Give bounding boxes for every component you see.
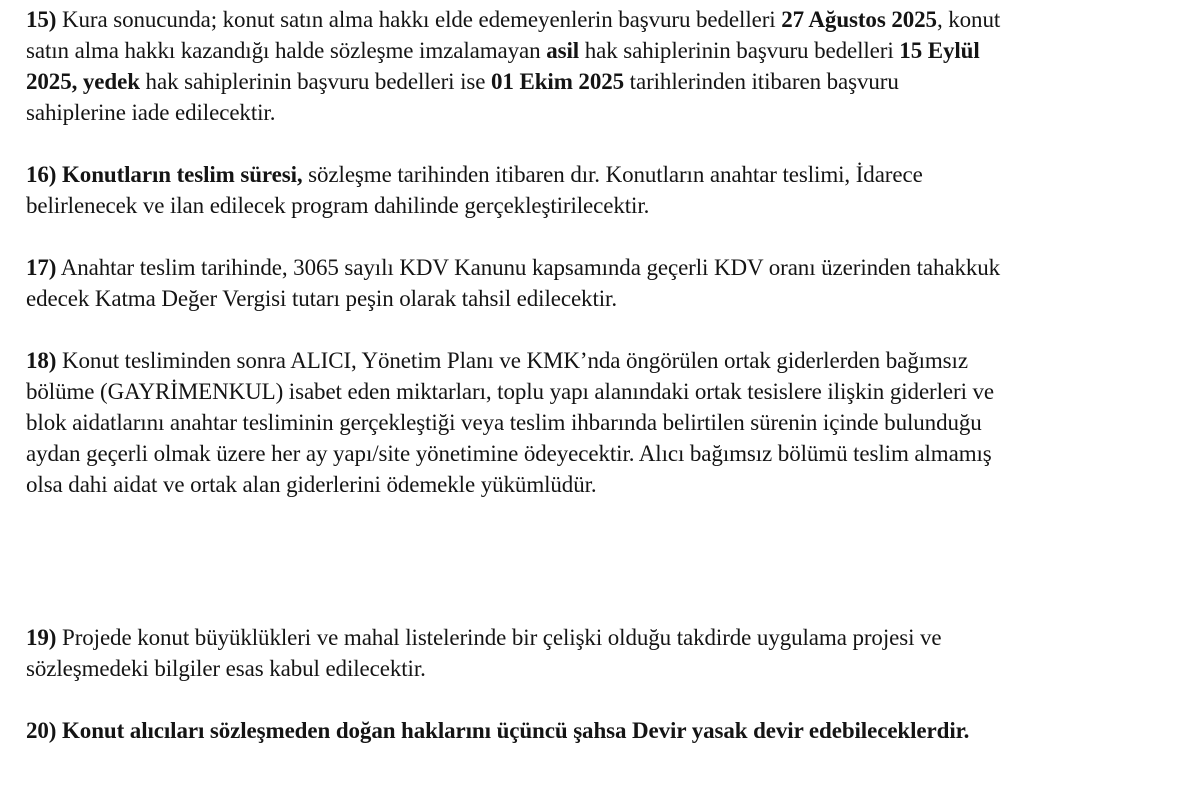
paragraph-17-line-1: 17) Anahtar teslim tarihinde, 3065 sayılı KDV Kanunu kapsamında geçerli KDV oranı üzerinden tahakkuk	[26, 255, 1001, 280]
paragraph-18-line-1: 18) Konut tesliminden sonra ALICI, Yönetim Planı ve KMK’nda öngörülen ortak giderlerden bağımsız	[26, 348, 968, 373]
emphasis-asil: asil	[546, 38, 580, 63]
refund-date-asil-year: 2025, yedek	[26, 69, 140, 94]
paragraph-gap	[26, 128, 1186, 159]
paragraph-15-line-2: satın alma hakkı kazandığı halde sözleşme imzalamayan asil hak sahiplerinin başvuru bedelleri 15 Eylül	[26, 38, 980, 63]
paragraph-gap	[26, 684, 1186, 715]
refund-date-asil: 15 Eylül	[899, 38, 980, 63]
paragraph-15	[26, 4, 1186, 128]
paragraph-17	[26, 252, 1186, 314]
paragraph-20-line-1: 20) Konut alıcıları sözleşmeden doğan haklarını üçüncü şahsa Devir yasak devir edebileceklerdir.	[26, 718, 970, 743]
paragraph-gap	[26, 314, 1186, 345]
paragraph-16-line-2: belirlenecek ve ilan edilecek program dahilinde gerçekleştirilecektir.	[26, 193, 650, 218]
delivery-period-heading: 16) Konutların teslim süresi,	[26, 162, 303, 187]
paragraph-15-line-4: sahiplerine iade edilecektir.	[26, 100, 276, 125]
blank-space	[26, 500, 1186, 622]
paragraph-16	[26, 159, 1186, 221]
paragraph-18-line-3: blok aidatlarını anahtar tesliminin gerçekleştiği veya teslim ihbarında belirtilen sürenin içinde bulunduğu	[26, 410, 982, 435]
paragraph-gap	[26, 221, 1186, 252]
paragraph-17-line-2: edecek Katma Değer Vergisi tutarı peşin olarak tahsil edilecektir.	[26, 286, 617, 311]
paragraph-18	[26, 345, 1186, 500]
item-number: 19)	[26, 625, 57, 650]
paragraph-20	[26, 715, 1186, 746]
item-number: 17)	[26, 255, 57, 280]
paragraph-19	[26, 622, 1186, 684]
paragraph-18-line-2: bölüme (GAYRİMENKUL) isabet eden miktarları, toplu yapı alanındaki ortak tesislere ilişkin giderleri ve	[26, 379, 995, 404]
paragraph-18-line-5: olsa dahi aidat ve ortak alan giderlerini ödemekle yükümlüdür.	[26, 472, 597, 497]
document-page	[26, 4, 1186, 746]
item-number: 18)	[26, 348, 57, 373]
item-number: 15)	[26, 7, 57, 32]
paragraph-19-line-1: 19) Projede konut büyüklükleri ve mahal listelerinde bir çelişki olduğu takdirde uygulama projesi ve	[26, 625, 942, 650]
paragraph-15-line-3: 2025, yedek hak sahiplerinin başvuru bedelleri ise 01 Ekim 2025 tarihlerinden itibaren başvuru	[26, 69, 899, 94]
paragraph-18-line-4: aydan geçerli olmak üzere her ay yapı/site yönetimine ödeyecektir. Alıcı bağımsız bölümü teslim almamış	[26, 441, 992, 466]
refund-date-yedek: 01 Ekim 2025	[491, 69, 625, 94]
paragraph-15-line-1: 15) Kura sonucunda; konut satın alma hakkı elde edemeyenlerin başvuru bedelleri 27 Ağustos 2025, konut	[26, 7, 1001, 32]
paragraph-19-line-2: sözleşmedeki bilgiler esas kabul edilecektir.	[26, 656, 426, 681]
refund-date-unsuccessful: 27 Ağustos 2025	[781, 7, 937, 32]
paragraph-16-line-1: 16) Konutların teslim süresi, sözleşme tarihinden itibaren dır. Konutların anahtar teslimi, İdarece	[26, 162, 923, 187]
